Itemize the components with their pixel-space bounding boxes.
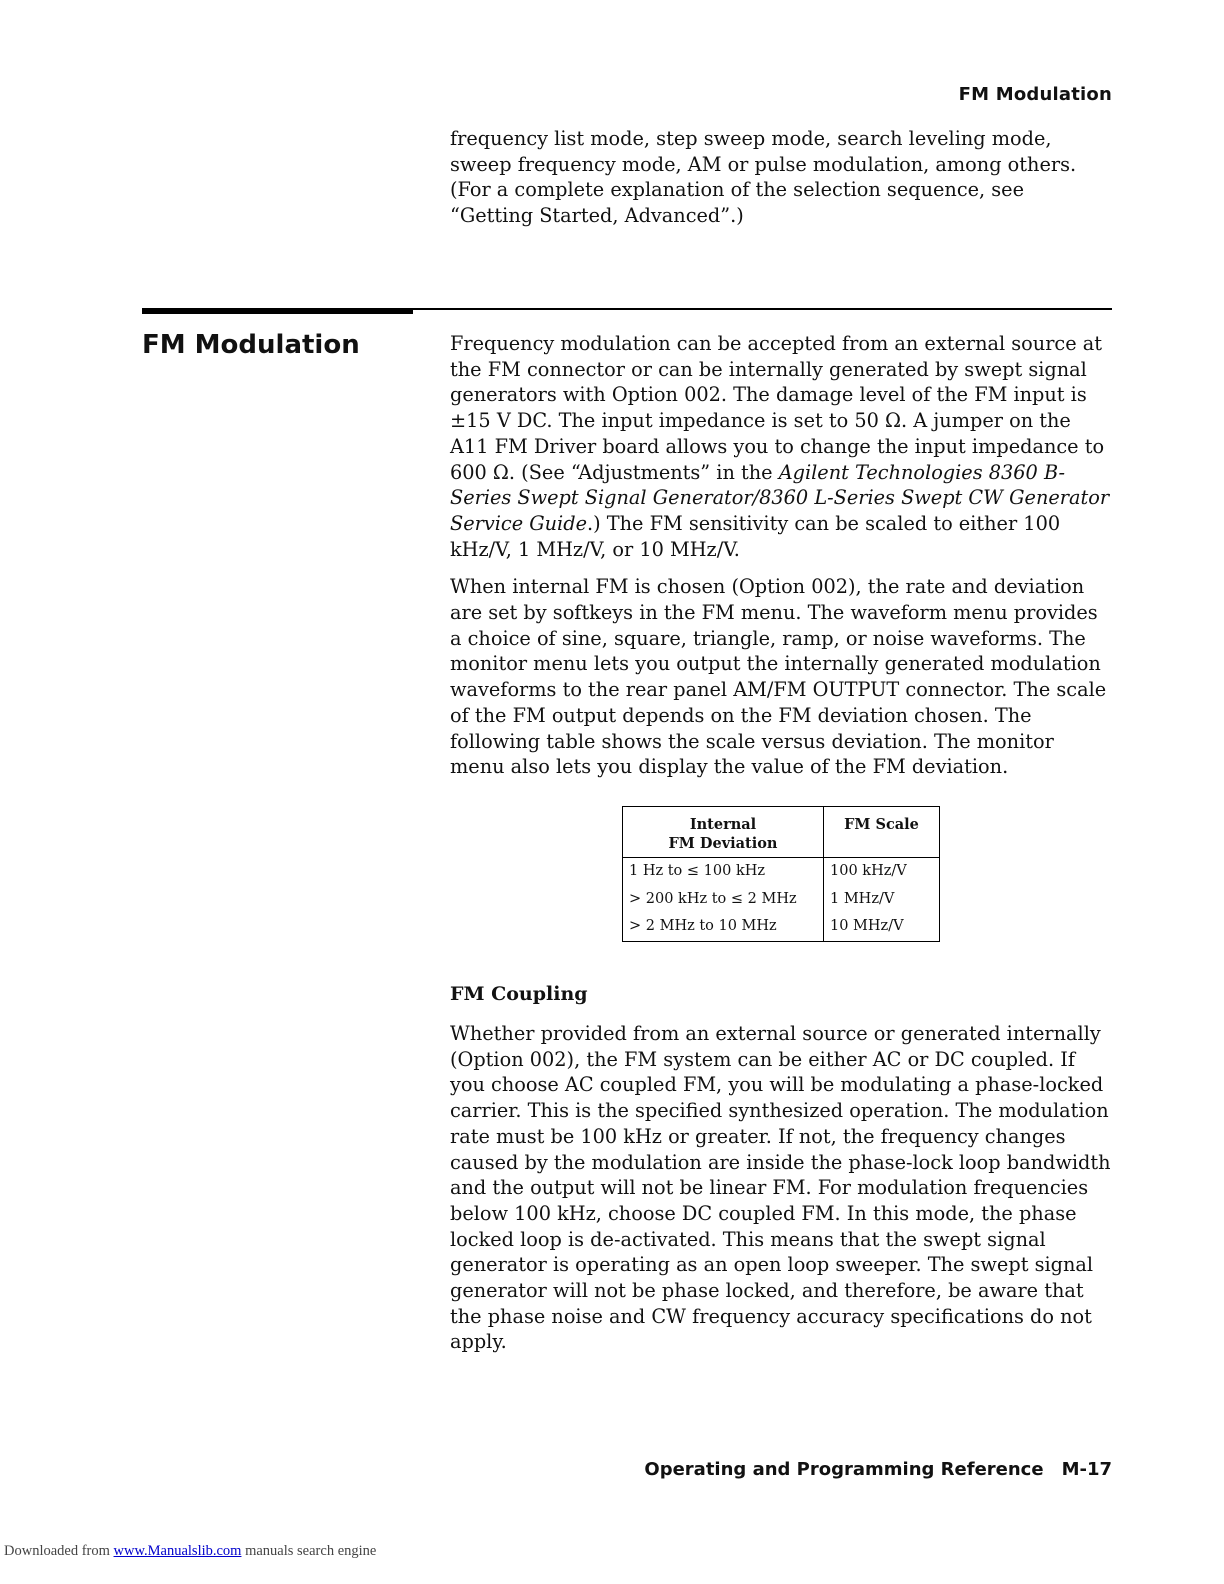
header-internal: Internal [689, 816, 757, 833]
service-guide-title: Agilent Technologies 8360 B-Series Swept Signal Generator/8360 L-Series Swept CW Generator Service Guide [450, 460, 1110, 535]
watermark-prefix: Downloaded from [4, 1543, 114, 1559]
para1-text-end: .) The FM sensitivity can be scaled to either 100 kHz/V, 1 MHz/V, or 10 MHz/V. [450, 511, 1061, 561]
header-fm-deviation: FM Deviation [668, 835, 778, 852]
scale-cell: 10 MHz/V [830, 918, 904, 934]
fm-deviation-table [622, 806, 940, 942]
intro-paragraph: frequency list mode, step sweep mode, search leveling mode, sweep frequency mode, AM or pulse modulation, among others. (For a complete explanation of the selection sequence, see “Getting Started, Advanced”.) [450, 127, 1077, 228]
footer-title: Operating and Programming Reference [644, 1459, 1044, 1480]
section-rule-thick [142, 308, 413, 314]
header-internal-fm-deviation [623, 807, 824, 858]
fm-coupling-paragraph: Whether provided from an external source or generated internally (Option 002), the FM system can be either AC or DC coupled. If you choose AC coupled FM, you will be modulating a phase-locked carrier. This is the specified synthesized operation. The modulation rate must be 100 kHz or greater. If not, the frequency changes caused by the modulation are inside the phase-lock loop bandwidth and the output will not be linear FM. For modulation frequencies below 100 kHz, choose DC coupled FM. In this mode, the phase locked loop is de-activated. This means that the swept signal generator is operating as an open loop sweeper. The swept signal generator will not be phase locked, and therefore, be aware that the phase noise and CW frequency accuracy specifications do not apply. [450, 1022, 1111, 1354]
manualslib-link[interactable]: www.Manualslib.com [113, 1543, 242, 1559]
watermark-suffix: manuals search engine [241, 1543, 377, 1559]
para1-text-start: Frequency modulation can be accepted from an external source at the FM connector or can be internally generated by swept signal generators with Option 002. The damage level of the FM input is ±15 V DC. The input impedance is set to 50 Ω. A jumper on the A11 FM Driver board allows you to change the input impedance to 600 Ω. (See “Adjustments” in the [450, 332, 1105, 484]
download-watermark [4, 1543, 376, 1560]
table-row [623, 858, 940, 886]
page-number: M-17 [1061, 1459, 1112, 1480]
scale-cell: 100 kHz/V [830, 863, 907, 879]
table-row [623, 886, 940, 914]
internal-fm-paragraph: When internal FM is chosen (Option 002), the rate and deviation are set by softkeys in the FM menu. The waveform menu provides a choice of sine, square, triangle, ramp, or noise waveforms. The monitor menu lets you output the internally generated modulation waveforms to the rear panel AM/FM OUTPUT connector. The scale of the FM output depends on the FM deviation chosen. The following table shows the scale versus deviation. The monitor menu also lets you display the value of the FM deviation. [450, 575, 1107, 779]
fm-coupling-heading: FM Coupling [450, 983, 588, 1005]
fm-coupling-block [450, 1021, 1112, 1355]
section-body [450, 331, 1112, 780]
intro-paragraph-block [450, 126, 1112, 229]
deviation-cell: 1 Hz to ≤ 100 kHz [623, 858, 824, 886]
deviation-cell: > 2 MHz to 10 MHz [623, 913, 824, 941]
scale-cell: 1 MHz/V [830, 890, 895, 907]
fm-intro-paragraph [450, 331, 1112, 562]
running-header: FM Modulation [958, 84, 1112, 105]
deviation-cell: > 200 kHz to ≤ 2 MHz [623, 886, 824, 914]
table-row [623, 913, 940, 941]
section-rule-thin [413, 308, 1112, 310]
page-footer [644, 1459, 1112, 1480]
header-fm-scale: FM Scale [824, 807, 940, 858]
section-title: FM Modulation [142, 330, 360, 360]
table-header-row [623, 807, 940, 858]
